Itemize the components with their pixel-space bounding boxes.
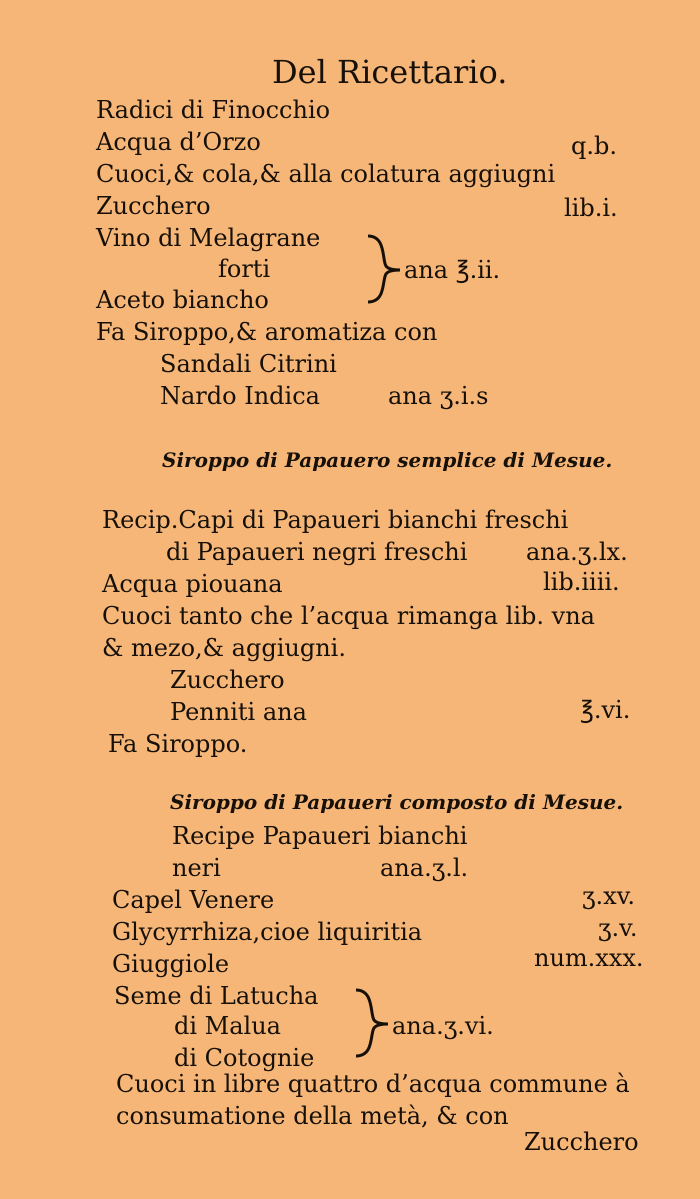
recipe2-line3: Acqua piouana: [102, 570, 283, 598]
recipe3-line7-qty: ana.ʒ.vi.: [392, 1012, 494, 1040]
recipe3-line5-qty: num.xxx.: [534, 944, 644, 972]
recipe2-line6: Zucchero: [170, 666, 285, 694]
recipe3-line3: Capel Venere: [112, 886, 275, 914]
recipe2-line5: & mezo,& aggiugni.: [102, 634, 346, 662]
recipe1-line10: Nardo Indica: [160, 382, 320, 410]
recipe3-line2: neri: [172, 854, 221, 882]
recipe2-line7: Penniti ana: [170, 698, 307, 726]
recipe1-line3: Cuoci,& cola,& alla colatura aggiugni: [96, 160, 556, 188]
recipe3-line11: Zucchero: [524, 1128, 639, 1156]
recipe3-line7: di Malua: [174, 1012, 281, 1040]
recipe1-line6-qty: ana ℥.ii.: [404, 256, 501, 284]
recipe3-line6: Seme di Latucha: [114, 982, 319, 1010]
recipe2-line3-qty: lib.iiii.: [543, 568, 620, 596]
recipe3-line3-qty: ʒ.xv.: [582, 882, 636, 910]
recipe3-line4-qty: ʒ.v.: [598, 914, 638, 942]
recipe2-line2: di Papaueri negri freschi: [166, 538, 468, 566]
recipe3-line4: Glycyrrhiza,cioe liquiritia: [112, 918, 423, 946]
recipe2-line2-qty: ana.ʒ.lx.: [526, 538, 628, 566]
recipe2-line7-qty: ℥.vi.: [580, 696, 631, 724]
page-title: Del Ricettario.: [272, 53, 508, 91]
recipe3-title: Siroppo di Papaueri composto di Mesue.: [170, 790, 624, 814]
recipe3-line5: Giuggiole: [112, 950, 230, 978]
curly-brace-icon: [344, 986, 392, 1060]
curly-brace-icon: [356, 232, 404, 306]
recipe1-line9: Sandali Citrini: [160, 350, 337, 378]
recipe2-line8: Fa Siroppo.: [108, 730, 248, 758]
recipe1-line5: Vino di Melagrane: [96, 224, 321, 252]
recipe3-line2-qty: ana.ʒ.l.: [380, 854, 469, 882]
recipe1-line4: Zucchero: [96, 192, 211, 220]
recipe3-line9: Cuoci in libre quattro d’acqua commune à: [116, 1070, 630, 1098]
recipe3-line8: di Cotognie: [174, 1044, 315, 1072]
recipe1-line8: Fa Siroppo,& aromatiza con: [96, 318, 438, 346]
recipe1-line6: forti: [218, 255, 271, 283]
recipe2-title: Siroppo di Papauero semplice di Mesue.: [162, 448, 613, 472]
recipe1-line1: Radici di Finocchio: [96, 96, 331, 124]
recipe2-line4: Cuoci tanto che l’acqua rimanga lib. vna: [102, 602, 595, 630]
recipe2-line1: Recip.Capi di Papaueri bianchi freschi: [102, 506, 569, 534]
recipe1-line2-qty: q.b.: [571, 132, 617, 160]
recipe1-line2: Acqua d’Orzo: [96, 128, 261, 156]
recipe1-line7: Aceto biancho: [96, 286, 269, 314]
recipe3-line1: Recipe Papaueri bianchi: [172, 822, 468, 850]
recipe3-line10: consumatione della metà, & con: [116, 1102, 509, 1130]
recipe1-line10-qty: ana ʒ.i.s: [388, 382, 489, 410]
recipe1-line4-qty: lib.i.: [564, 194, 618, 222]
